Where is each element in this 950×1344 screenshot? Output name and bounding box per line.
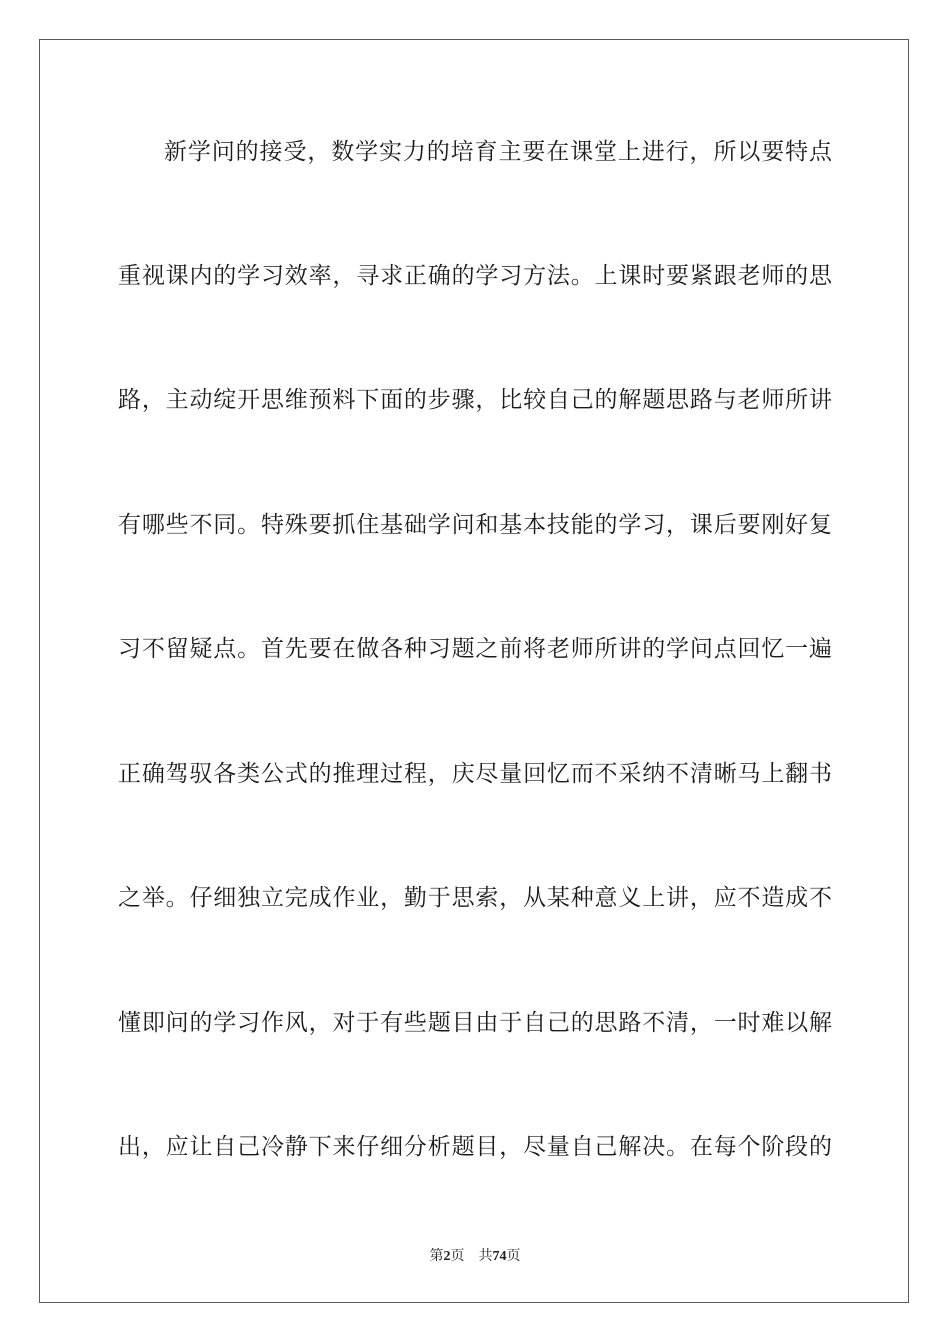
text-line: 出，应让自己冷静下来仔细分析题目，尽量自己解决。在每个阶段的 <box>118 1134 832 1160</box>
text-line: 之举。仔细独立完成作业，勤于思索，从某种意义上讲，应不造成不 <box>118 885 832 911</box>
page-label-suffix: 页 <box>450 1249 465 1264</box>
page-footer <box>0 1245 950 1265</box>
current-page-number: 2 <box>443 1249 451 1264</box>
total-label-prefix: 共 <box>478 1249 493 1264</box>
page-label-prefix: 第 <box>429 1249 444 1264</box>
total-label-suffix: 页 <box>506 1249 521 1264</box>
text-line: 懂即问的学习作风，对于有些题目由于自己的思路不清，一时难以解 <box>118 1010 832 1036</box>
text-line: 路，主动绽开思维预料下面的步骤，比较自己的解题思路与老师所讲 <box>118 387 832 413</box>
total-page-count: 74 <box>492 1249 507 1264</box>
text-line: 习不留疑点。首先要在做各种习题之前将老师所讲的学问点回忆一遍 <box>118 636 832 662</box>
text-line: 重视课内的学习效率，寻求正确的学习方法。上课时要紧跟老师的思 <box>118 263 832 289</box>
text-line: 有哪些不同。特殊要抓住基础学问和基本技能的学习，课后要刚好复 <box>118 512 832 538</box>
text-line: 正确驾驭各类公式的推理过程，庆尽量回忆而不采纳不清晰马上翻书 <box>118 761 832 787</box>
text-line: 新学问的接受，数学实力的培育主要在课堂上进行，所以要特点 <box>164 139 832 165</box>
